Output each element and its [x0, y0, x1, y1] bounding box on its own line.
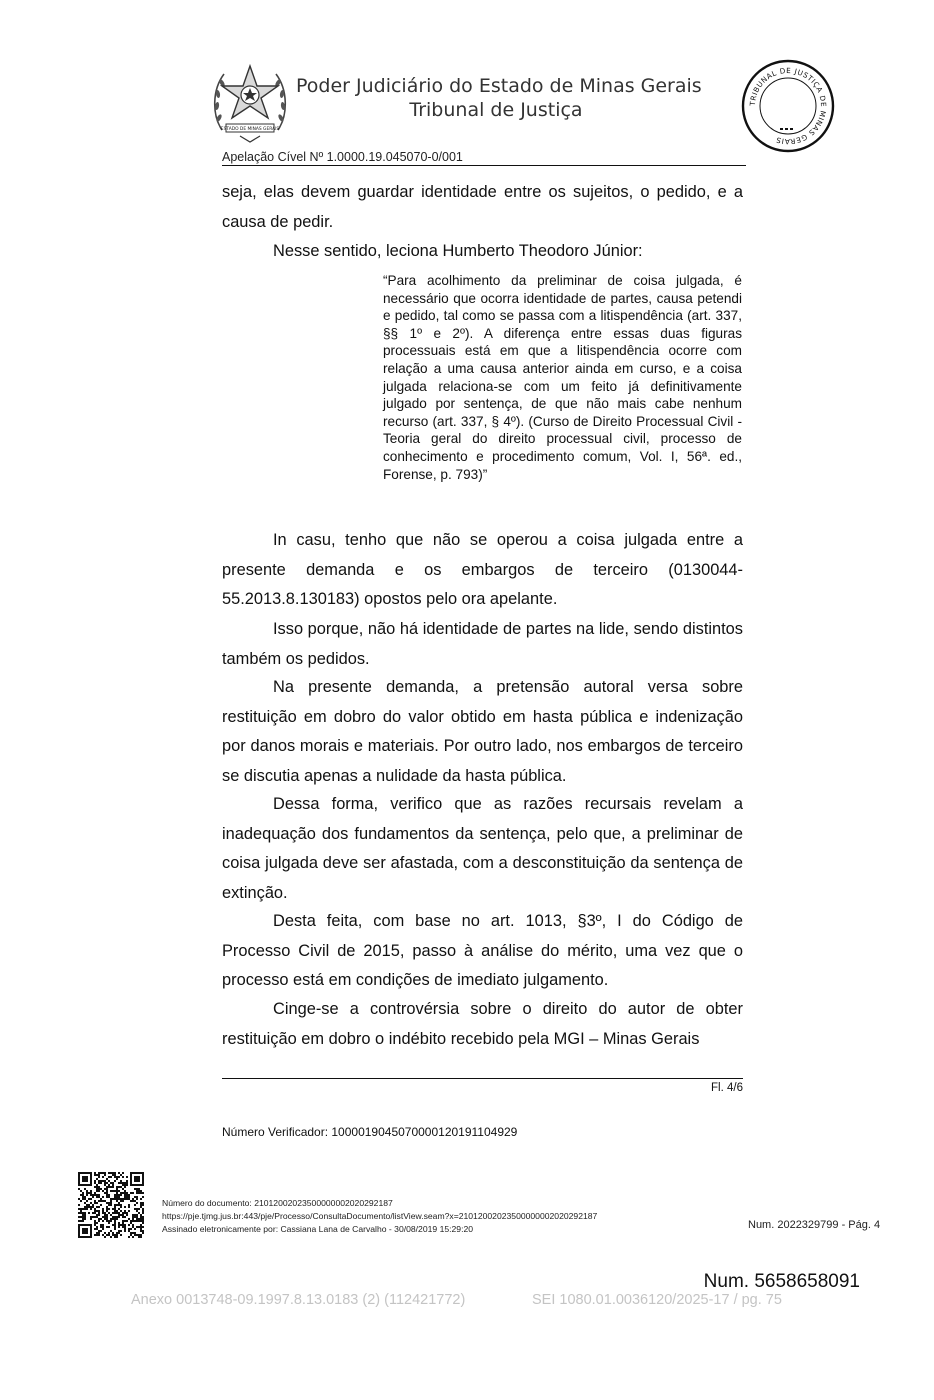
court-seal-icon: [740, 58, 836, 154]
paragraph-1: seja, elas devem guardar identidade entre os sujeitos, o pedido, e a causa de pedir.: [222, 183, 743, 231]
paragraph-7: Desta feita, com base no art. 1013, §3º, I do Código de Processo Civil de 2015, passo à análise do mérito, uma vez que o processo está em condições de imediato julgamento.: [222, 912, 743, 989]
paragraph-3: In casu, tenho que não se operou a coisa julgada entre a presente demanda e os embargos de terceiro (0130044-55.2013.8.130183) opostos pelo ora apelante.: [222, 531, 743, 608]
num-page: Num. 2022329799 - Pág. 4: [748, 1219, 881, 1231]
paragraph-8: Cinge-se a controvérsia sobre o direito do autor de obter restituição em dobro o indébito recebido pela MGI – Minas Gerais: [222, 1000, 743, 1048]
sei-reference: SEI 1080.01.0036120/2025-17 / pg. 75: [532, 1292, 782, 1308]
paragraph-2: Nesse sentido, leciona Humberto Theodoro Júnior:: [273, 242, 643, 260]
paragraph-4: Isso porque, não há identidade de partes na lide, sendo distintos também os pedidos.: [222, 620, 743, 668]
document-url: https://pje.tjmg.jus.br:443/pje/Processo/ConsultaDocumento/listView.seam?x=21012002023500000002020292187: [162, 1211, 598, 1221]
signed-by: Assinado eletronicamente por: Cassiana Lana de Carvalho - 30/08/2019 15:29:20: [162, 1224, 474, 1234]
case-number: Apelação Cível Nº 1.0000.19.045070-0/001: [222, 150, 463, 164]
crest-ribbon-text: ESTADO DE MINAS GERAIS: [220, 127, 280, 132]
num-large: Num. 5658658091: [703, 1271, 860, 1292]
verifier-number: Número Verificador: 1000019045070000120191104929: [222, 1125, 518, 1139]
anexo-reference: Anexo 0013748-09.1997.8.13.0183 (2) (112421772): [131, 1292, 466, 1308]
seal-ring-text: TRIBUNAL DE JUSTIÇA DE MINAS GERAIS: [747, 65, 829, 147]
footer-divider: [222, 1078, 743, 1079]
signature-block: [162, 1197, 597, 1236]
header-line2: Tribunal de Justiça: [409, 99, 583, 121]
qr-code-icon: [78, 1172, 144, 1238]
header-divider: [222, 165, 746, 166]
paragraph-6: Dessa forma, verifico que as razões recursais revelam a inadequação dos fundamentos da sentença, pelo que, a preliminar de coisa julgada deve ser afastada, com a desconstituição da sentença de extinção.: [222, 795, 743, 902]
coat-of-arms-icon: [210, 60, 290, 144]
paragraph-5: Na presente demanda, a pretensão autoral versa sobre restituição em dobro do valor obtido em hasta pública e indenização por danos morais e materiais. Por outro lado, nos embargos de terceiro se discutia apenas a nulidade da hasta pública.: [222, 678, 743, 785]
document-number: Número do documento: 21012002023500000002020292187: [162, 1198, 393, 1208]
block-quote: “Para acolhimento da preliminar de coisa julgada, é necessário que ocorra identidade de partes, causa petendi e pedido, tal como se passa com a litispendência (art. 337, §§ 1º e 2º). A diferença entre essas duas figuras processuais está em que a litispendência ocorre com relação a uma causa anterior ainda em curso, e a coisa julgada relaciona-se com um feito já definitivamente julgado por sentença, de que não mais cabe nenhum recurso (art. 337, § 4º). (Curso de Direito Processual Civil - Teoria geral do direito processual civil, processo de conhecimento e procedimento comum, Vol. I, 56ª. ed., Forense, p. 793)”: [383, 273, 742, 482]
court-header: [296, 74, 702, 122]
header-line1: Poder Judiciário do Estado de Minas Gerais: [296, 75, 702, 97]
folio-number: Fl. 4/6: [711, 1082, 743, 1094]
